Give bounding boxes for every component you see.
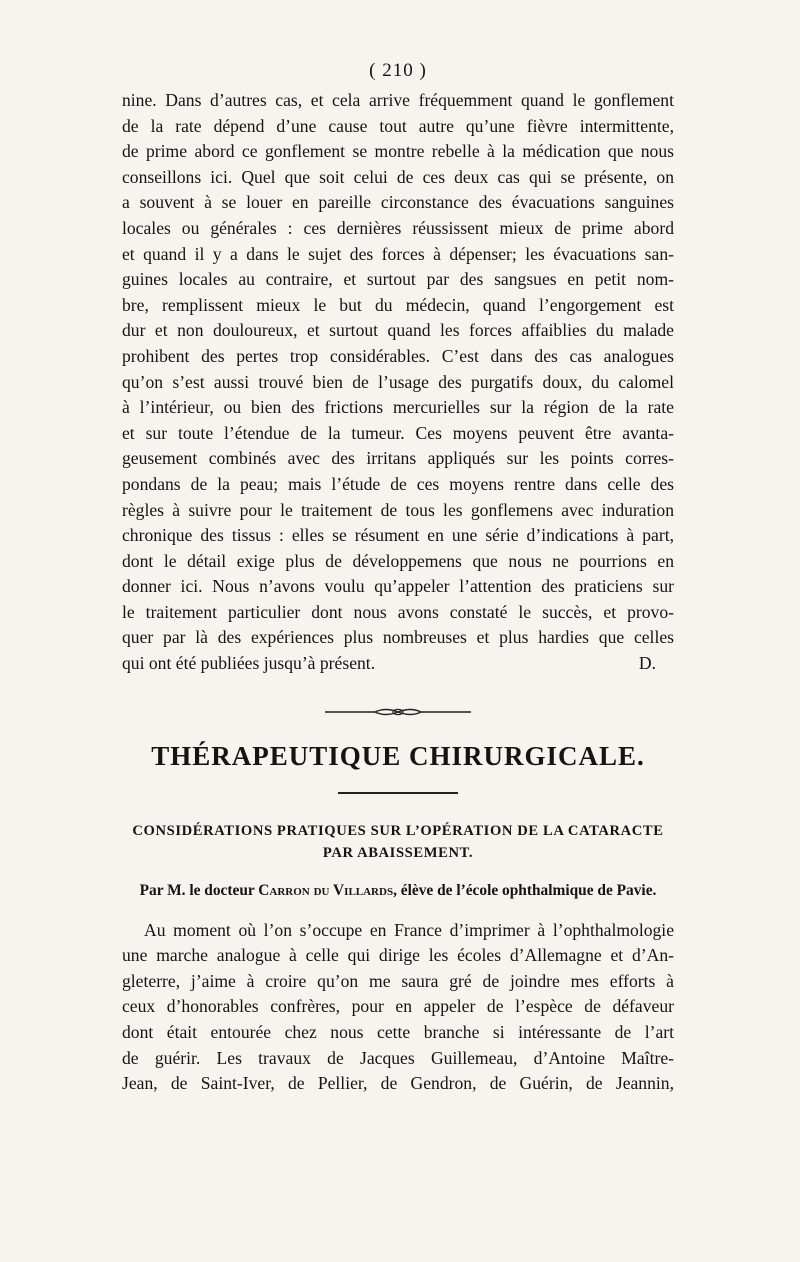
ornament-divider (122, 707, 674, 717)
text-line: qui ont été publiées jusqu’à présent. (122, 653, 376, 674)
text-line: conseillons ici. Quel que soit celui de ces deux cas qui se présente, on (122, 166, 674, 187)
text-line: ceux d’honorables confrères, pour en appeler de l’espèce de défaveur (122, 996, 674, 1017)
text-line: quer par là des expériences plus nombreuses et plus hardies que celles (122, 627, 674, 648)
article-heading (122, 820, 674, 864)
text-line: à l’intérieur, ou bien des frictions mercurielles sur la région de la rate (122, 397, 674, 418)
text-line: dont le détail exige plus de développemens que nous ne pourrions en (122, 550, 674, 571)
title-rule (338, 792, 458, 794)
article-title-line: PAR ABAISSEMENT. (322, 844, 474, 861)
article-title-line: CONSIDÉRATIONS PRATIQUES SUR L’OPÉRATION DE LA CATARACTE (132, 822, 664, 839)
text-line: et quand il y a dans le sujet des forces à dépenser; les évacuations san- (122, 243, 674, 264)
text-line: geusement combinés avec des irritans appliqués sur les points corres- (122, 448, 674, 469)
closing-paragraph (122, 88, 674, 677)
text-line: le traitement particulier dont nous avons constaté le succès, et provo- (122, 601, 674, 622)
text-line: Jean, de Saint-Iver, de Pellier, de Gendron, de Guérin, de Jeannin, (122, 1073, 674, 1094)
text-line: pondans de la peau; mais l’étude de ces moyens rentre dans celle des (122, 473, 674, 494)
author-line (122, 882, 674, 900)
text-line: nine. Dans d’autres cas, et cela arrive fréquemment quand le gonflement (122, 90, 674, 110)
opening-paragraph (122, 918, 674, 1097)
text-line: donner ici. Nous n’avons voulu qu’appeler l’attention des praticiens sur (122, 576, 674, 597)
text-line: et sur toute l’étendue de la tumeur. Ces moyens peuvent être avanta- (122, 422, 674, 443)
signature: D. (638, 653, 656, 674)
text-line: chronique des tissus : elles se résument en une série d’indications à part, (122, 525, 674, 546)
text-line: dont était entourée chez nous cette branche si intéressante de l’art (122, 1022, 674, 1043)
text-line: Au moment où l’on s’occupe en France d’imprimer à l’ophthalmologie (144, 919, 674, 940)
text-line: guines locales au contraire, et surtout par des sangsues en petit nom- (122, 269, 674, 290)
text-line: prohibent des pertes trop considérables. C’est dans des cas analogues (122, 345, 674, 366)
text-line: gleterre, j’aime à croire qu’on me saura gré de joindre mes efforts à (122, 970, 674, 991)
text-line: locales ou générales : ces dernières réussissent mieux de prime abord (122, 217, 674, 238)
section-title: THÉRAPEUTIQUE CHIRURGICALE. (151, 740, 645, 771)
text-line: bre, remplissent mieux le but du médecin, quand l’engorgement est (122, 294, 674, 315)
author-suffix: , élève de l’école ophthalmique de Pavie. (393, 881, 657, 899)
text-line: une marche analogue à celle qui dirige les écoles d’Allemagne et d’An- (122, 945, 674, 966)
text-line: qu’on s’est aussi trouvé bien de l’usage des purgatifs doux, du calomel (122, 371, 674, 392)
author-prefix: Par M. le docteur (139, 881, 259, 899)
text-line: de la rate dépend d’une cause tout autre qu’une fièvre intermittente, (122, 115, 674, 136)
text-line: de guérir. Les travaux de Jacques Guillemeau, d’Antoine Maître- (122, 1047, 674, 1068)
text-line: de prime abord ce gonflement se montre rebelle à la médication que nous (122, 141, 674, 162)
text-line: dur et non douloureux, et surtout quand les forces affaiblies du malade (122, 320, 674, 341)
author-name: Carron du Villards (258, 881, 394, 899)
text-line: règles à suivre pour le traitement de tous les gonflemens avec induration (122, 499, 674, 520)
last-line (122, 651, 674, 677)
page-number: ( 210 ) (369, 60, 427, 81)
ornament-divider-icon (323, 707, 473, 717)
text-line: a souvent à se louer en pareille circonstance des évacuations sanguines (122, 192, 674, 213)
